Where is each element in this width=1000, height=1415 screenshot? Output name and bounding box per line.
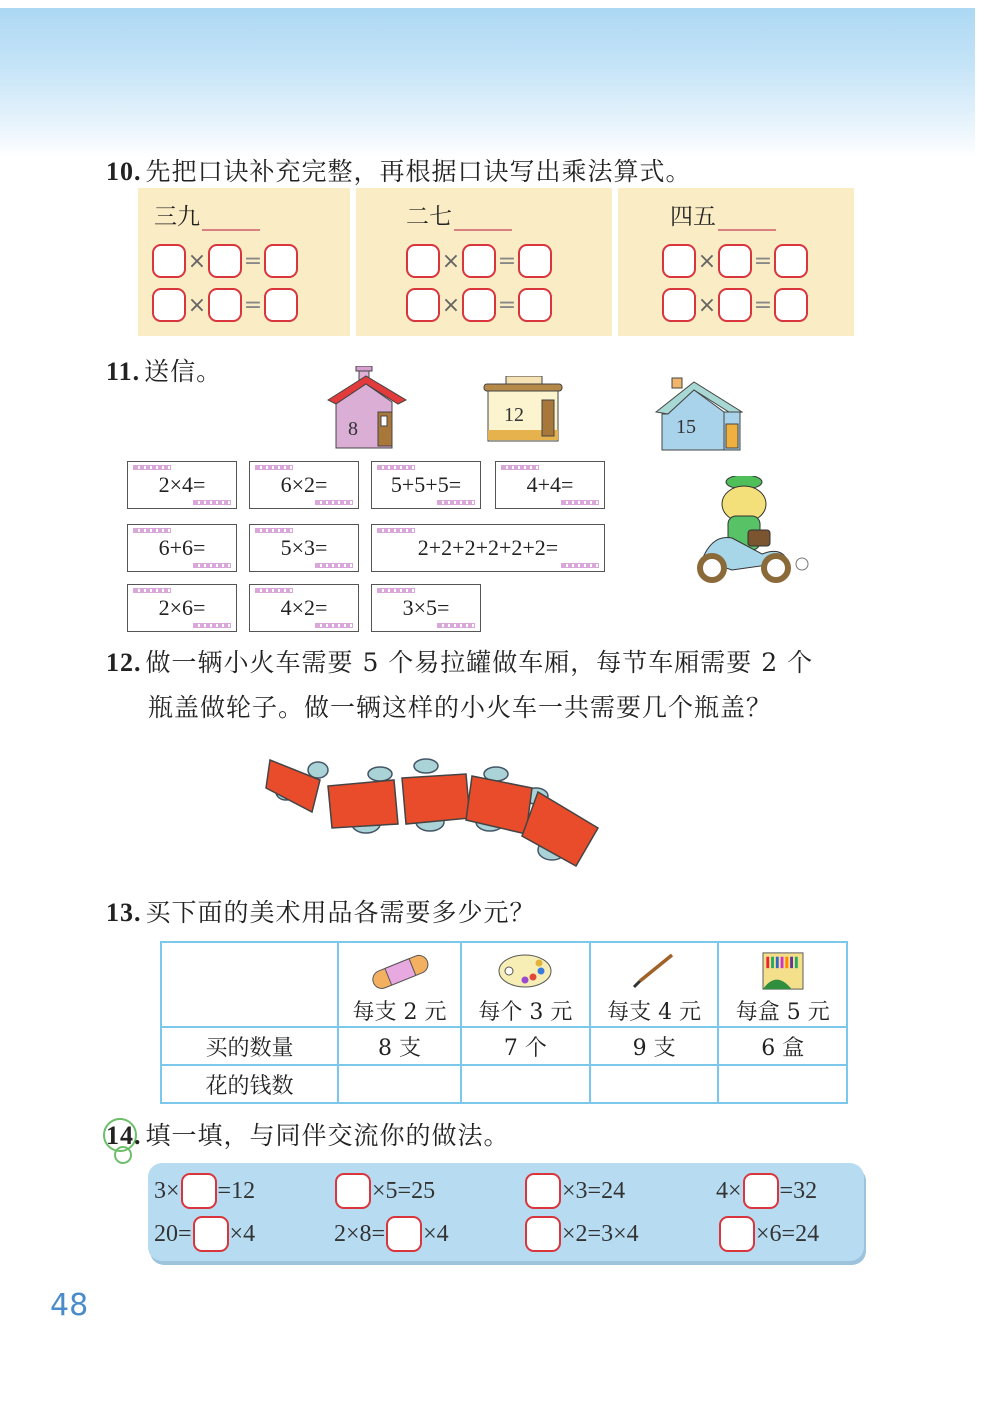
question-text: 送信。 bbox=[144, 357, 223, 386]
answer-box[interactable] bbox=[774, 288, 808, 322]
equals-sign: = bbox=[243, 248, 263, 274]
unit-price: 每个 3 元 bbox=[478, 1000, 573, 1025]
equation-row bbox=[152, 244, 298, 278]
house-icon-pink bbox=[326, 366, 408, 456]
koujue-blank[interactable] bbox=[454, 209, 512, 231]
equals-sign: = bbox=[497, 248, 517, 274]
house-number: 12 bbox=[504, 404, 524, 426]
koujue-blank[interactable] bbox=[718, 209, 776, 231]
koujue-label: 二七 bbox=[406, 198, 512, 231]
answer-box[interactable] bbox=[525, 1173, 561, 1209]
table-cell-item bbox=[461, 942, 590, 1027]
answer-box[interactable] bbox=[719, 1216, 755, 1252]
question-number: 10. bbox=[106, 157, 142, 186]
cost-answer-cell[interactable] bbox=[718, 1065, 847, 1103]
times-sign: × bbox=[697, 248, 717, 274]
fill-equation: 20= ×4 bbox=[154, 1216, 255, 1252]
row-label: 买的数量 bbox=[161, 1027, 338, 1065]
paintbrush-icon bbox=[624, 951, 684, 991]
house-number: 8 bbox=[348, 418, 358, 440]
fill-equation: 2×8= ×4 bbox=[334, 1216, 449, 1252]
answer-box[interactable] bbox=[743, 1173, 779, 1209]
house-icon-blue bbox=[654, 372, 744, 452]
answer-box[interactable] bbox=[193, 1216, 229, 1252]
answer-box[interactable] bbox=[152, 244, 186, 278]
equation-row bbox=[662, 244, 808, 278]
answer-box[interactable] bbox=[718, 288, 752, 322]
answer-box[interactable] bbox=[525, 1216, 561, 1252]
koujue-label: 四五 bbox=[670, 198, 776, 231]
letter-card[interactable]: 4+4= bbox=[495, 461, 605, 509]
quantity-value: 7 个 bbox=[461, 1027, 590, 1065]
question-text: 买下面的美术用品各需要多少元？ bbox=[145, 898, 536, 927]
can-train-illustration bbox=[260, 740, 620, 870]
letter-card[interactable]: 6+6= bbox=[127, 524, 237, 572]
question-text: 先把口诀补充完整，再根据口诀写出乘法算式。 bbox=[145, 157, 692, 186]
quantity-value: 9 支 bbox=[590, 1027, 719, 1065]
question-14-title bbox=[106, 1116, 510, 1152]
fill-equation: 4× =32 bbox=[716, 1173, 817, 1209]
eraser-icon bbox=[367, 951, 433, 991]
koujue-blank[interactable] bbox=[202, 209, 260, 231]
answer-box[interactable] bbox=[462, 288, 496, 322]
crayon-box-icon bbox=[758, 951, 808, 991]
letter-card[interactable]: 2+2+2+2+2+2= bbox=[371, 524, 605, 572]
koujue-panel-1 bbox=[138, 188, 350, 336]
palette-icon bbox=[495, 951, 555, 991]
answer-box[interactable] bbox=[386, 1216, 422, 1252]
equals-sign: = bbox=[753, 292, 773, 318]
equals-sign: = bbox=[753, 248, 773, 274]
koujue-panel-3 bbox=[618, 188, 854, 336]
letter-card[interactable]: 6×2= bbox=[249, 461, 359, 509]
table-cell-empty bbox=[161, 942, 338, 1027]
answer-box[interactable] bbox=[208, 244, 242, 278]
fill-equation: ×2=3×4 bbox=[524, 1216, 639, 1252]
equals-sign: = bbox=[243, 292, 263, 318]
question-11-title bbox=[106, 352, 222, 388]
answer-box[interactable] bbox=[662, 244, 696, 278]
times-sign: × bbox=[697, 292, 717, 318]
table-cell-item bbox=[338, 942, 461, 1027]
cost-answer-cell[interactable] bbox=[338, 1065, 461, 1103]
times-sign: × bbox=[441, 292, 461, 318]
question-number: 13. bbox=[106, 898, 142, 927]
times-sign: × bbox=[187, 248, 207, 274]
row-label: 花的钱数 bbox=[161, 1065, 338, 1103]
answer-box[interactable] bbox=[181, 1173, 217, 1209]
house-number: 15 bbox=[676, 416, 696, 438]
fill-equation: ×6=24 bbox=[718, 1216, 819, 1252]
art-supplies-table bbox=[160, 941, 848, 1104]
question-text: 做一辆小火车需要 5 个易拉罐做车厢，每节车厢需要 2 个 bbox=[145, 648, 814, 677]
question-10-title bbox=[106, 152, 692, 188]
header-band bbox=[0, 8, 975, 158]
answer-box[interactable] bbox=[662, 288, 696, 322]
letter-card[interactable]: 5×3= bbox=[249, 524, 359, 572]
fill-equation: ×5=25 bbox=[334, 1173, 435, 1209]
unit-price: 每支 4 元 bbox=[607, 1000, 702, 1025]
answer-box[interactable] bbox=[208, 288, 242, 322]
unit-price: 每盒 5 元 bbox=[735, 1000, 830, 1025]
answer-box[interactable] bbox=[264, 288, 298, 322]
table-cell-item bbox=[718, 942, 847, 1027]
koujue-label: 三九 bbox=[154, 198, 260, 231]
cost-answer-cell[interactable] bbox=[461, 1065, 590, 1103]
equation-row bbox=[406, 244, 552, 278]
koujue-panel-2 bbox=[356, 188, 612, 336]
answer-box[interactable] bbox=[518, 244, 552, 278]
fill-equation: ×3=24 bbox=[524, 1173, 625, 1209]
page-number: 48 bbox=[50, 1288, 89, 1323]
times-sign: × bbox=[187, 292, 207, 318]
quantity-value: 6 盒 bbox=[718, 1027, 847, 1065]
answer-box[interactable] bbox=[774, 244, 808, 278]
question-number: 14. bbox=[106, 1121, 142, 1150]
question-12-text-line2: 瓶盖做轮子。做一辆这样的小火车一共需要几个瓶盖？ bbox=[148, 693, 773, 722]
answer-box[interactable] bbox=[518, 288, 552, 322]
equals-sign: = bbox=[497, 292, 517, 318]
letter-card[interactable]: 3×5= bbox=[371, 584, 481, 632]
answer-box[interactable] bbox=[152, 288, 186, 322]
table-row-quantity bbox=[161, 1027, 847, 1065]
letter-card[interactable]: 2×6= bbox=[127, 584, 237, 632]
cost-answer-cell[interactable] bbox=[590, 1065, 719, 1103]
question-13-title bbox=[106, 893, 536, 929]
equation-row bbox=[662, 288, 808, 322]
postman-dog-scooter-illustration bbox=[692, 476, 812, 586]
answer-box[interactable] bbox=[264, 244, 298, 278]
letter-card[interactable]: 4×2= bbox=[249, 584, 359, 632]
question-12-title bbox=[106, 643, 813, 679]
answer-box[interactable] bbox=[406, 288, 440, 322]
question-number: 11. bbox=[106, 357, 141, 386]
equation-row bbox=[152, 288, 298, 322]
answer-box[interactable] bbox=[718, 244, 752, 278]
letter-card[interactable]: 2×4= bbox=[127, 461, 237, 509]
letter-card[interactable]: 5+5+5= bbox=[371, 461, 481, 509]
equation-row bbox=[406, 288, 552, 322]
table-cell-item bbox=[590, 942, 719, 1027]
table-row-cost bbox=[161, 1065, 847, 1103]
fill-equation: 3× =12 bbox=[154, 1173, 255, 1209]
fill-in-panel bbox=[148, 1163, 864, 1261]
question-text: 填一填，与同伴交流你的做法。 bbox=[145, 1121, 510, 1150]
answer-box[interactable] bbox=[335, 1173, 371, 1209]
unit-price: 每支 2 元 bbox=[352, 1000, 447, 1025]
answer-box[interactable] bbox=[462, 244, 496, 278]
quantity-value: 8 支 bbox=[338, 1027, 461, 1065]
times-sign: × bbox=[441, 248, 461, 274]
table-row-items bbox=[161, 942, 847, 1027]
house-icon-cream bbox=[482, 376, 564, 442]
question-number: 12. bbox=[106, 648, 142, 677]
answer-box[interactable] bbox=[406, 244, 440, 278]
